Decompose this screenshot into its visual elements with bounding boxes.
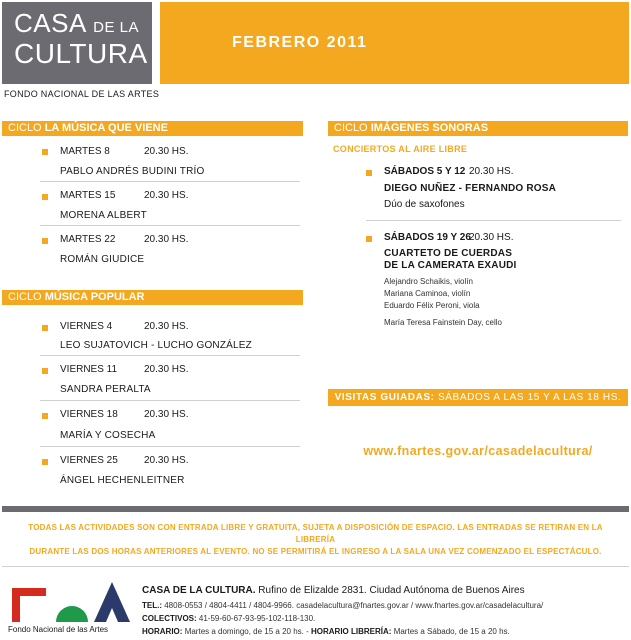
event-day: VIERNES 4: [60, 321, 113, 332]
event-time: 20.30 HS.: [469, 166, 514, 177]
event-name: ÁNGEL HECHENLEITNER: [60, 475, 185, 486]
event-name: DIEGO NUÑEZ - FERNANDO ROSA: [384, 183, 557, 194]
bullet-icon: [42, 238, 48, 244]
event-name: PABLO ANDRÉS BUDINI TRÍO: [60, 166, 205, 177]
event-time: 20.30 HS.: [469, 232, 514, 243]
event-day: MARTES 22: [60, 234, 116, 245]
logo-line2: CULTURA: [14, 38, 148, 69]
bullet-icon: [42, 413, 48, 419]
bullet-icon: [42, 368, 48, 374]
event-day: VIERNES 25: [60, 455, 118, 466]
bullet-icon: [42, 194, 48, 200]
logo-caption: Fondo Nacional de las Artes: [8, 625, 109, 634]
bullet-icon: [42, 459, 48, 465]
event-time: 20.30 HS.: [144, 321, 189, 332]
event-time: 20.30 HS.: [144, 409, 189, 420]
month-banner: [160, 2, 629, 84]
visitas-guiadas-bar: VISITAS GUIADAS: SÁBADOS A LAS 15 Y A LAS 18 HS.: [328, 389, 628, 406]
member-item: Alejandro Schaikis, violín: [384, 277, 473, 286]
member-item: Mariana Caminoa, violín: [384, 289, 471, 298]
divider: [40, 446, 300, 447]
footer-tel: TEL.: 4808-0553 / 4804-4411 / 4804-9966. casadelacultura@fnartes.gov.ar / www.fnartes.gov.ar/casadelacultura/: [142, 601, 544, 610]
bullet-icon: [42, 325, 48, 331]
event-day: SÁBADOS 5 Y 12: [384, 166, 466, 177]
event-name: SANDRA PERALTA: [60, 384, 151, 395]
bullet-icon: [366, 236, 372, 242]
gray-divider-band: [2, 506, 629, 512]
logo-line1: CASA DE LA: [14, 8, 139, 38]
divider: [2, 566, 629, 567]
event-name-line2: DE LA CAMERATA EXAUDI: [384, 260, 517, 271]
footer-horario: HORARIO: Martes a domingo, de 15 a 20 hs. - HORARIO LIBRERÍA: Martes a Sábado, de 15 a 20 hs.: [142, 627, 510, 636]
divider: [40, 225, 300, 226]
notice-line2: DURANTE LAS DOS HORAS ANTERIORES AL EVENTO. NO SE PERMITIRÁ EL INGRESO A LA SALA UNA VEZ COMENZADO EL ESPECTÁCULO.: [29, 547, 602, 556]
event-detail: Dúo de saxofones: [384, 199, 465, 210]
divider: [40, 400, 300, 401]
section-bar-imagenes-sonoras: CICLO IMÁGENES SONORAS: [328, 121, 628, 136]
access-notice: [10, 522, 621, 558]
section-subtitle: CONCIERTOS AL AIRE LIBRE: [333, 144, 468, 154]
event-day: MARTES 8: [60, 146, 110, 157]
event-day: MARTES 15: [60, 190, 116, 201]
event-name: ROMÁN GIUDICE: [60, 254, 145, 265]
event-time: 20.30 HS.: [144, 146, 189, 157]
footer-address: CASA DE LA CULTURA. Rufino de Elizalde 2831. Ciudad Autónoma de Buenos Aires: [142, 585, 525, 596]
notice-line1: TODAS LAS ACTIVIDADES SON CON ENTRADA LIBRE Y GRATUITA, SUJETA A DISPOSICIÓN DE ESPACIO. LAS ENTRADAS SE RETIRAN EN LA LIBRERÍA: [28, 523, 603, 544]
divider: [366, 220, 621, 221]
event-name: MARÍA Y COSECHA: [60, 430, 156, 441]
month-title: FEBRERO 2011: [232, 34, 368, 51]
footer-colectivos: COLECTIVOS: 41-59-60-67-93-95-102-118-130.: [142, 614, 316, 623]
event-name-line1: CUARTETO DE CUERDAS: [384, 248, 513, 259]
website-link[interactable]: www.fnartes.gov.ar/casadelacultura/: [363, 444, 593, 458]
bullet-icon: [366, 170, 372, 176]
section-bar-musica-que-viene: CICLO LA MÚSICA QUE VIENE: [2, 121, 303, 136]
event-day: VIERNES 11: [60, 364, 118, 375]
event-name: LEO SUJATOVICH - LUCHO GONZÁLEZ: [60, 340, 252, 351]
member-item: Eduardo Félix Peroni, viola: [384, 301, 480, 310]
divider: [40, 181, 300, 182]
member-item: María Teresa Fainstein Day, cello: [384, 318, 502, 327]
event-time: 20.30 HS.: [144, 455, 189, 466]
section-bar-musica-popular: CICLO MÚSICA POPULAR: [2, 290, 303, 305]
divider: [40, 355, 300, 356]
event-name: MORENA ALBERT: [60, 210, 147, 221]
event-time: 20.30 HS.: [144, 234, 189, 245]
logo-subtitle: FONDO NACIONAL DE LAS ARTES: [4, 89, 160, 99]
event-day: VIERNES 18: [60, 409, 118, 420]
bullet-icon: [42, 149, 48, 155]
event-day: SÁBADOS 19 Y 26: [384, 232, 471, 243]
fondo-nacional-logo: [8, 578, 130, 624]
event-time: 20.30 HS.: [144, 190, 189, 201]
event-time: 20.30 HS.: [144, 364, 189, 375]
